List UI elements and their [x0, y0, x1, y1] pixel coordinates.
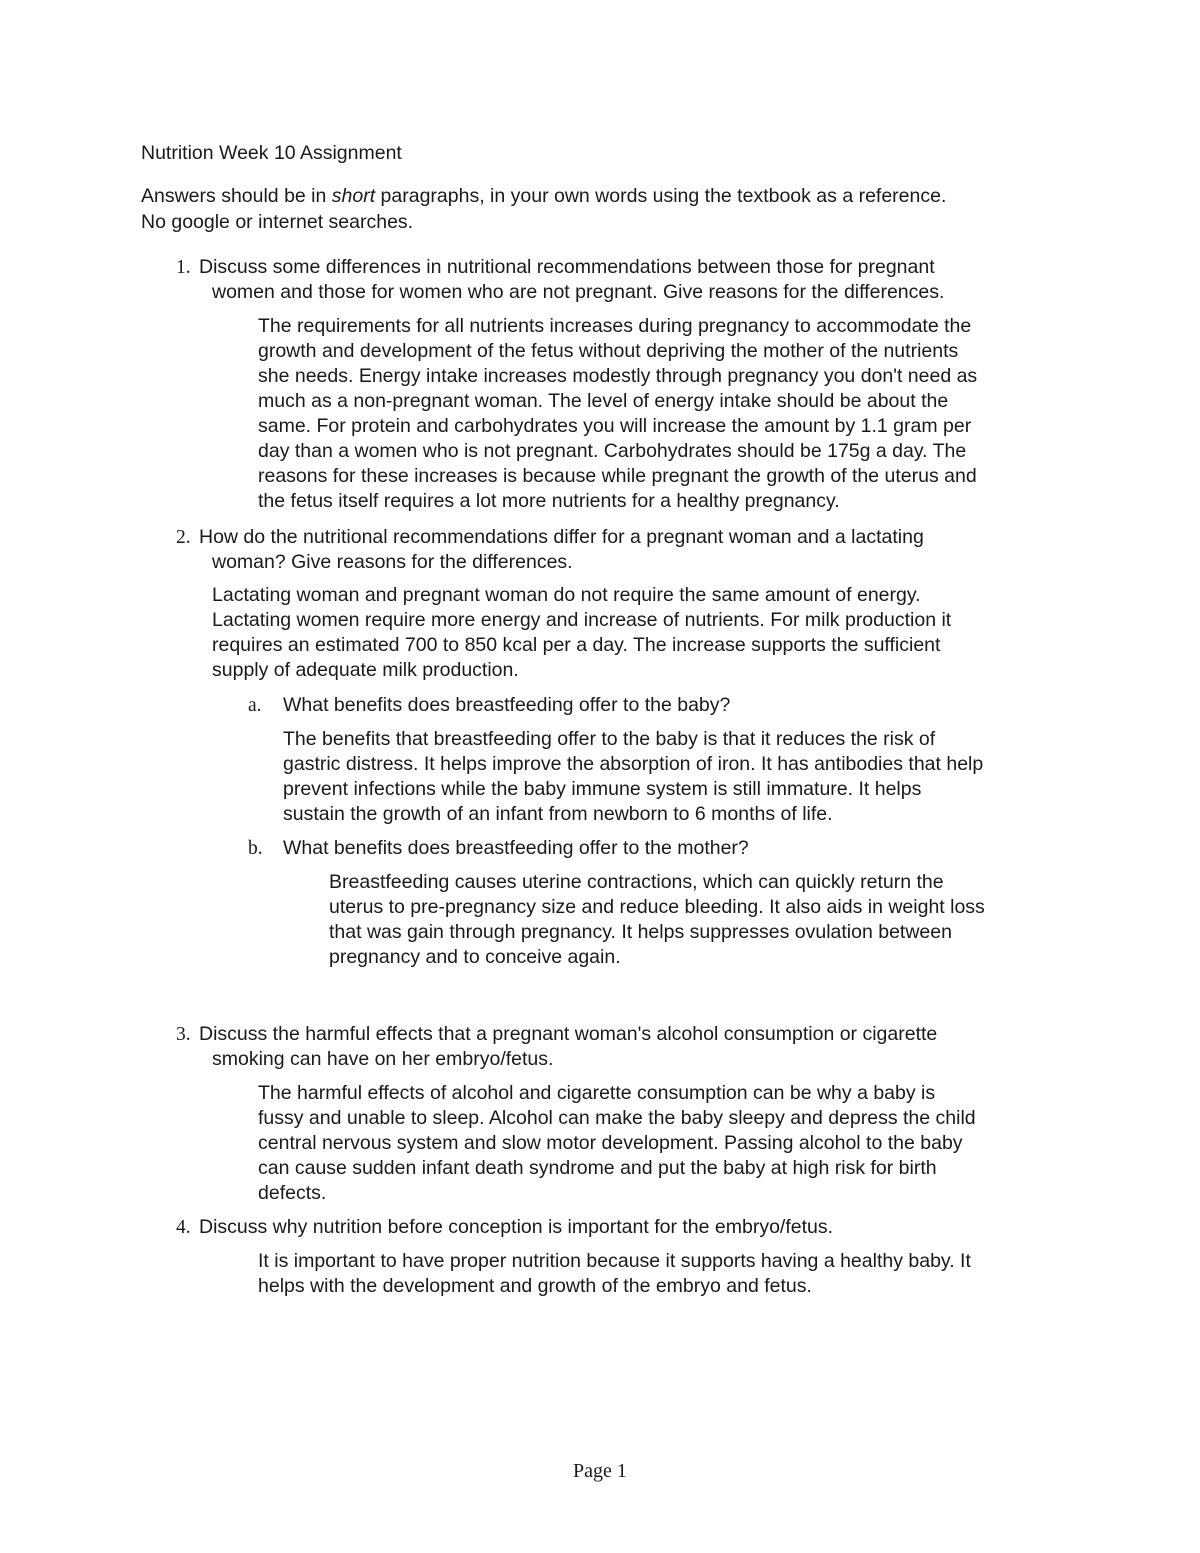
answer-line: The harmful effects of alcohol and cigarette consumption can be why a baby is	[258, 1082, 936, 1104]
question-prompt-line: Discuss some differences in nutritional recommendations between those for pregnant	[199, 256, 935, 278]
question-number: 3.	[176, 1024, 191, 1045]
answer-line: supply of adequate milk production.	[212, 659, 519, 681]
answer-line: fussy and unable to sleep. Alcohol can make the baby sleepy and depress the child	[258, 1107, 976, 1129]
answer-line: growth and development of the fetus without depriving the mother of the nutrients	[258, 340, 959, 362]
question-prompt-line: women and those for women who are not pregnant. Give reasons for the differences.	[212, 281, 945, 303]
answer-line: prevent infections while the baby immune system is still immature. It helps	[283, 778, 922, 800]
instructions-text-end: paragraphs, in your own words using the textbook as a reference.	[375, 185, 947, 207]
answer-line: reasons for these increases is because while pregnant the growth of the uterus and	[258, 465, 977, 487]
question-prompt-line: How do the nutritional recommendations differ for a pregnant woman and a lactating	[199, 526, 924, 548]
subquestion-prompt: What benefits does breastfeeding offer to the mother?	[283, 837, 749, 859]
answer-line: requires an estimated 700 to 850 kcal per a day. The increase supports the sufficient	[212, 634, 941, 656]
answer-line: Breastfeeding causes uterine contractions, which can quickly return the	[329, 871, 944, 893]
answer-line: The benefits that breastfeeding offer to the baby is that it reduces the risk of	[283, 728, 936, 750]
instructions-line-1	[141, 184, 946, 209]
answer-line: the fetus itself requires a lot more nutrients for a healthy pregnancy.	[258, 490, 840, 512]
answer-line: uterus to pre-pregnancy size and reduce bleeding. It also aids in weight loss	[329, 896, 985, 918]
answer-line: The requirements for all nutrients increases during pregnancy to accommodate the	[258, 315, 972, 337]
question-prompt-line: Discuss why nutrition before conception is important for the embryo/fetus.	[199, 1216, 834, 1238]
subquestion-prompt: What benefits does breastfeeding offer to the baby?	[283, 694, 731, 716]
answer-line: day than a women who is not pregnant. Carbohydrates should be 175g a day. The	[258, 440, 967, 462]
question-prompt-line: Discuss the harmful effects that a pregnant woman's alcohol consumption or cigarette	[199, 1023, 938, 1045]
answer-line: Lactating women require more energy and increase of nutrients. For milk production it	[212, 609, 952, 631]
answer-line: much as a non-pregnant woman. The level of energy intake should be about the	[258, 390, 949, 412]
answer-line: she needs. Energy intake increases modestly through pregnancy you don't need as	[258, 365, 978, 387]
answer-line: It is important to have proper nutrition because it supports having a healthy baby. It	[258, 1250, 971, 1272]
page-number: Page 1	[573, 1460, 627, 1482]
subquestion-letter: b.	[248, 838, 263, 859]
answer-line: gastric distress. It helps improve the absorption of iron. It has antibodies that help	[283, 753, 984, 775]
answer-line: same. For protein and carbohydrates you will increase the amount by 1.1 gram per	[258, 415, 972, 437]
answer-line: pregnancy and to conceive again.	[329, 946, 621, 968]
question-number: 4.	[176, 1217, 191, 1238]
question-prompt-line: woman? Give reasons for the differences.	[212, 551, 573, 573]
instructions-line-2: No google or internet searches.	[141, 211, 414, 233]
instructions-text-start: Answers should be in	[141, 185, 332, 207]
subquestion-letter: a.	[248, 695, 262, 716]
instructions-emphasis: short	[331, 185, 376, 207]
answer-line: helps with the development and growth of the embryo and fetus.	[258, 1275, 812, 1297]
answer-line: Lactating woman and pregnant woman do not require the same amount of energy.	[212, 584, 921, 606]
answer-line: that was gain through pregnancy. It helps suppresses ovulation between	[329, 921, 952, 943]
question-number: 2.	[176, 527, 191, 548]
question-prompt-line: smoking can have on her embryo/fetus.	[212, 1048, 554, 1070]
answer-line: can cause sudden infant death syndrome and put the baby at high risk for birth	[258, 1157, 937, 1179]
answer-line: sustain the growth of an infant from newborn to 6 months of life.	[283, 803, 833, 825]
document-title: Nutrition Week 10 Assignment	[141, 142, 402, 164]
answer-line: defects.	[258, 1182, 327, 1204]
answer-line: central nervous system and slow motor development. Passing alcohol to the baby	[258, 1132, 963, 1154]
question-number: 1.	[176, 257, 191, 278]
